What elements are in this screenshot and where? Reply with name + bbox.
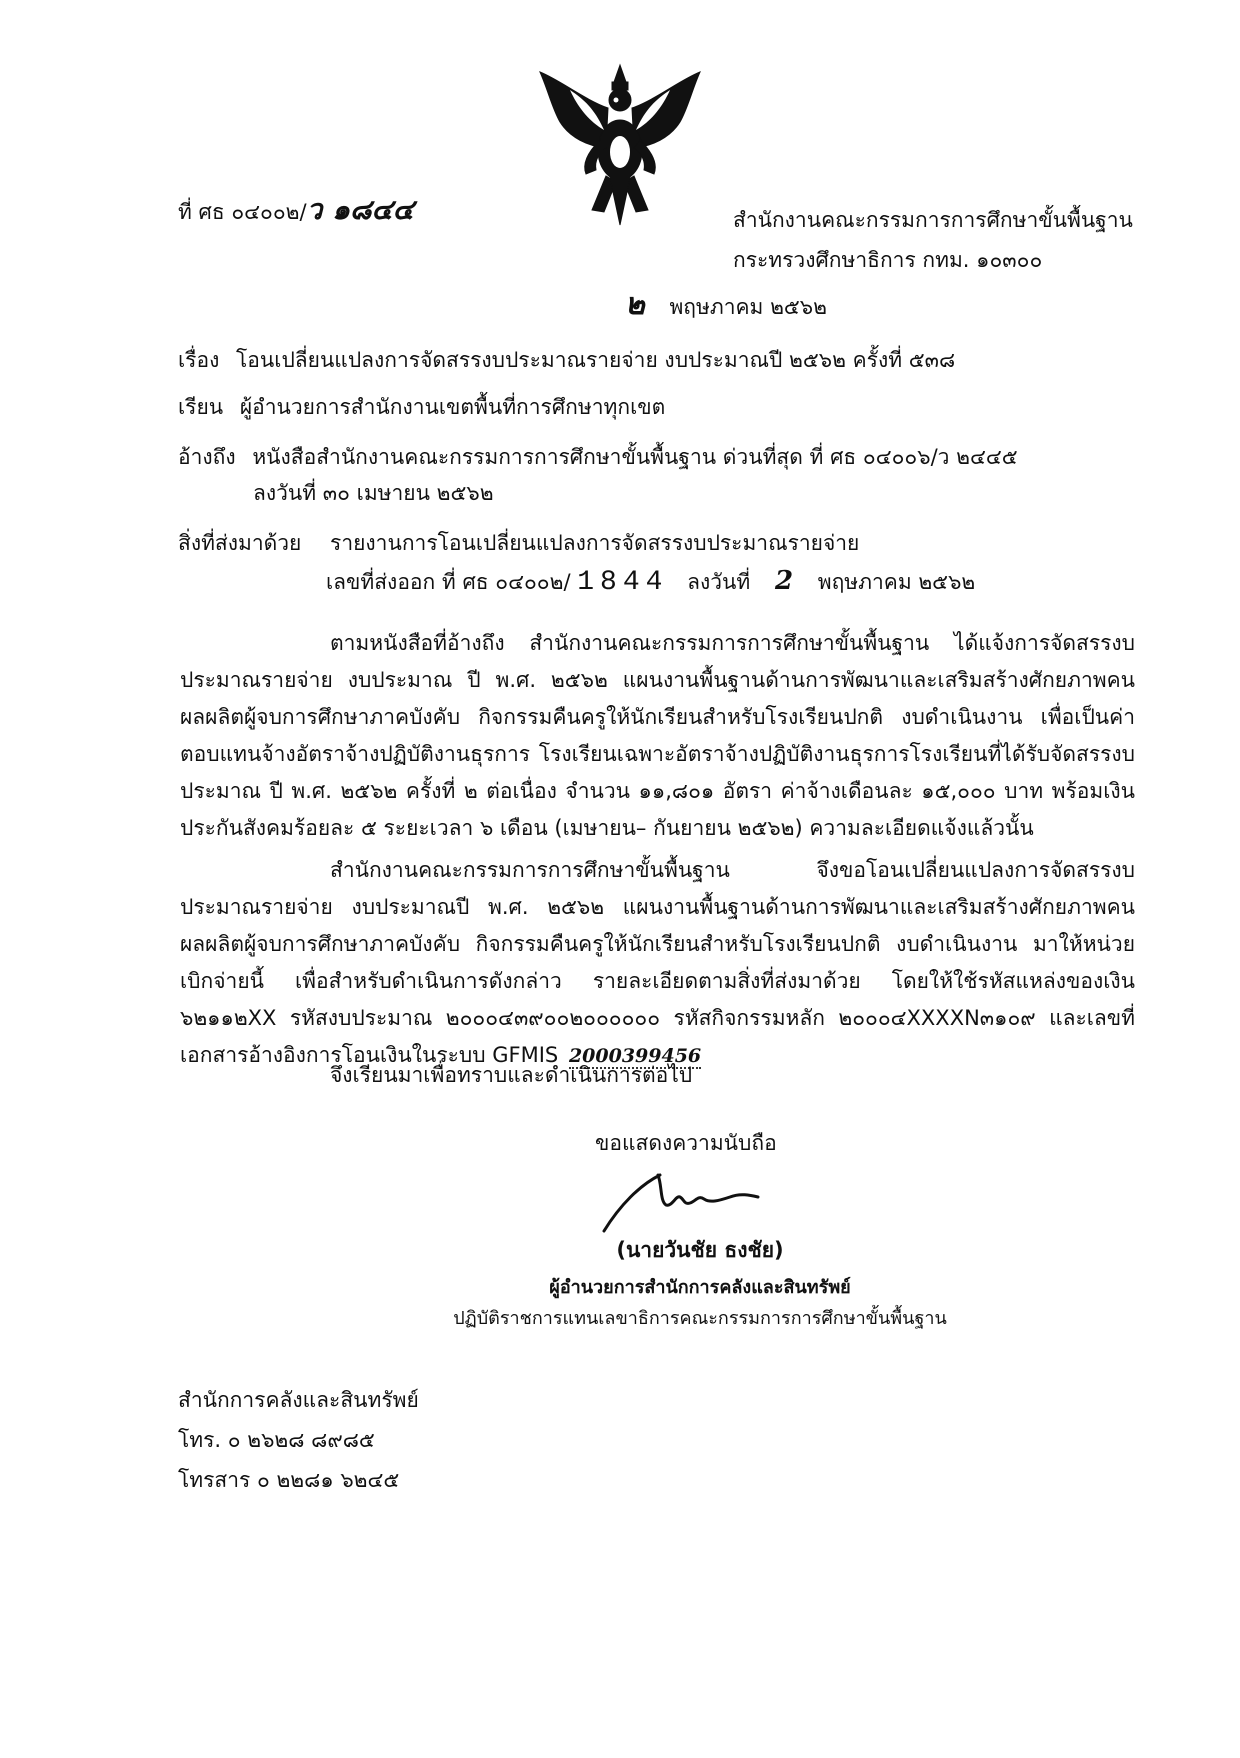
enclosure-label: สิ่งที่ส่งมาด้วย (178, 531, 302, 555)
closing-line: จึงเรียนมาเพื่อทราบและดำเนินการต่อไป (330, 1063, 693, 1087)
signer-name: (นายวันชัย ธงชัย) (616, 1238, 784, 1262)
gfmis-handwritten-number: 2000399456 (568, 1045, 702, 1067)
paragraph-2-text: สำนักงานคณะกรรมการการศึกษาขั้นพื้นฐาน จึงขอโอนเปลี่ยนแปลงการจัดสรรงบประมาณรายจ่าย งบประมาณปี พ.ศ. ๒๕๖๒ แผนงานพื้นฐานด้านการพัฒนาและเสริมสร้างศักยภาพคน ผลผลิตผู้จบการศึกษาภาคบังคับ กิจกรรมคืนครูให้นักเรียนสำหรับโรงเรียนปกติ งบดำเนินงาน มาให้หน่วยเบิกจ่ายนี้ เพื่อสำหรับดำเนินการดังกล่าว รายละเอียดตามสิ่งที่ส่งมาด้วย โดยให้ใช้รหัสแหล่งของเงิน ๖๒๑๑๒XX รหัสงบประมาณ ๒๐๐๐๔๓๙๐๐๒๐๐๐๐๐๐ รหัสกิจกรรมหลัก ๒๐๐๐๔XXXXN๓๑๐๙ และเลขที่เอกสารอ้างอิงการโอนเงินในระบบ GFMIS (180, 858, 1135, 1067)
recipient-line (178, 392, 665, 422)
date-day-handwritten: ๒ (625, 287, 645, 322)
enclosure-date-label: ลงวันที่ (687, 570, 751, 594)
subject-text: โอนเปลี่ยนแปลงการจัดสรรงบประมาณรายจ่าย งบประมาณปี ๒๕๖๒ ครั้งที่ ๕๓๘ (236, 348, 956, 372)
enclosure-export-prefix: เลขที่ส่งออก ที่ ศธ ๐๔๐๐๒/ (326, 570, 571, 594)
salutation: ขอแสดงความนับถือ (595, 1131, 777, 1155)
signer-title-1: ผู้อำนวยการสำนักการคลังและสินทรัพย์ (549, 1277, 851, 1298)
reference-line1 (178, 442, 1018, 472)
enclosure-line2 (326, 566, 975, 598)
enclosure-line1 (178, 528, 859, 558)
footer-phone: โทร. ๐ ๒๖๒๘ ๘๙๘๕ (178, 1428, 375, 1452)
paragraph-1-text: ตามหนังสือที่อ้างถึง สำนักงานคณะกรรมการการศึกษาขั้นพื้นฐาน ได้แจ้งการจัดสรรงบประมาณรายจ่าย งบประมาณ ปี พ.ศ. ๒๕๖๒ แผนงานพื้นฐานด้านการพัฒนาและเสริมสร้างศักยภาพคน ผลผลิตผู้จบการศึกษาภาคบังคับ กิจกรรมคืนครูให้นักเรียนสำหรับโรงเรียนปกติ งบดำเนินงาน เพื่อเป็นค่าตอบแทนจ้างอัตราจ้างปฏิบัติงานธุรการ โรงเรียนเฉพาะอัตราจ้างปฏิบัติงานธุรการโรงเรียนที่ได้รับจัดสรรงบประมาณ ปี พ.ศ. ๒๕๖๒ ครั้งที่ ๒ ต่อเนื่อง จำนวน ๑๑,๘๐๑ อัตรา ค่าจ้างเดือนละ ๑๕,๐๐๐ บาท พร้อมเงินประกันสังคมร้อยละ ๕ ระยะเวลา ๖ เดือน (เมษายน– กันยายน ๒๕๖๒) ความละเอียดแจ้งแล้วนั้น (180, 631, 1135, 840)
handwritten-signature (600, 1165, 780, 1235)
office-name: สำนักงานคณะกรรมการการศึกษาขั้นพื้นฐาน (733, 208, 1133, 232)
garuda-emblem-icon (530, 60, 710, 230)
date-month-year: พฤษภาคม ๒๕๖๒ (669, 295, 827, 319)
subject-line (178, 345, 955, 375)
ref-number-handwritten: ว ๑๘๔๔ (306, 193, 414, 226)
recipient-text: ผู้อำนวยการสำนักงานเขตพื้นที่การศึกษาทุกเขต (239, 395, 666, 419)
reference-label: อ้างถึง (178, 445, 236, 469)
letter-date (625, 287, 827, 322)
signature-icon (600, 1165, 780, 1235)
enclosure-day-handwritten: 2 (774, 566, 794, 596)
enclosure-text: รายงานการโอนเปลี่ยนแปลงการจัดสรรงบประมาณรายจ่าย (330, 531, 860, 555)
footer-unit: สำนักการคลังและสินทรัพย์ (178, 1388, 419, 1412)
reference-line2: ลงวันที่ ๓๐ เมษายน ๒๕๖๒ (253, 481, 494, 505)
reference-text: หนังสือสำนักงานคณะกรรมการการศึกษาขั้นพื้นฐาน ด่วนที่สุด ที่ ศธ ๐๔๐๐๖/ว ๒๔๔๕ (252, 445, 1018, 469)
ref-number-prefix: ที่ ศธ ๐๔๐๐๒/ (178, 200, 307, 224)
enclosure-stamp-number: 1844 (577, 567, 669, 598)
office-address: กระทรวงศึกษาธิการ กทม. ๑๐๓๐๐ (733, 248, 1043, 272)
footer-fax: โทรสาร ๐ ๒๒๘๑ ๖๒๔๕ (178, 1468, 400, 1492)
body-paragraph-2 (180, 852, 1135, 1075)
subject-label: เรื่อง (178, 348, 220, 372)
body-paragraph-1 (180, 625, 1135, 847)
recipient-label: เรียน (178, 395, 224, 419)
signer-title-2: ปฏิบัติราชการแทนเลขาธิการคณะกรรมการการศึกษาขั้นพื้นฐาน (453, 1308, 947, 1329)
ref-number-line (178, 195, 414, 227)
garuda-emblem (530, 60, 710, 230)
enclosure-date-suffix: พฤษภาคม ๒๕๖๒ (817, 570, 976, 594)
